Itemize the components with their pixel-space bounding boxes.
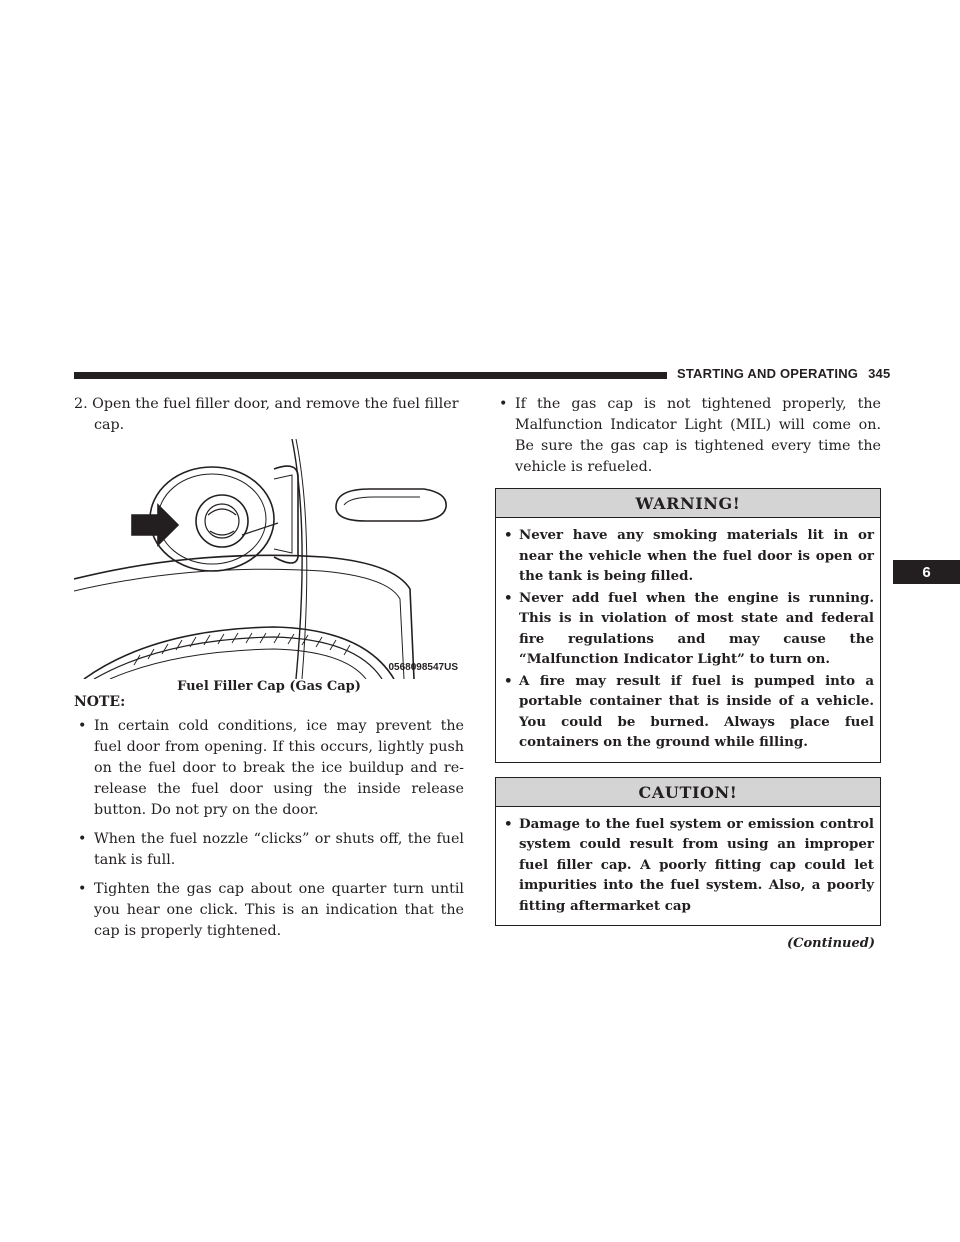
header-rule	[74, 372, 667, 379]
list-item: • Tighten the gas cap about one quarter turn until you hear one click. This is an indication that the cap is properly tightened.	[78, 881, 464, 939]
list-item: • Never add fuel when the engine is running. This is in violation of most state and federal fire regulations and may cause the “Malfunction Indicator Light” to turn on.	[504, 589, 874, 667]
page-number: 345	[868, 366, 891, 381]
caution-title: CAUTION!	[496, 778, 880, 807]
warning-box	[495, 488, 881, 763]
bullet-icon: •	[78, 881, 87, 897]
list-item: • When the fuel nozzle “clicks” or shuts off, the fuel tank is full.	[78, 831, 464, 868]
section-title: STARTING AND OPERATING	[677, 366, 859, 381]
step-2: 2. Open the fuel filler door, and remove the fuel filler cap.	[74, 396, 459, 433]
bullet-icon: •	[504, 672, 513, 689]
bullet-icon: •	[504, 815, 513, 832]
caution-box	[495, 777, 881, 927]
note-list	[74, 716, 464, 942]
bullet-icon: •	[78, 831, 87, 847]
bullet-icon: •	[499, 396, 508, 412]
list-item: • Damage to the fuel system or emission control system could result from using an improper fuel filler cap. A poorly fitting cap could let impurities into the fuel system. Also, a poorly fitting aftermarket cap	[504, 815, 874, 914]
warning-title: WARNING!	[496, 489, 880, 518]
right-column	[495, 394, 881, 951]
running-header	[677, 366, 890, 381]
chapter-tab[interactable]: 6	[893, 560, 960, 584]
fuel-filler-illustration	[74, 439, 464, 679]
figure-caption: Fuel Filler Cap (Gas Cap)	[177, 679, 361, 694]
list-item: • A fire may result if fuel is pumped into a portable container that is inside of a vehicle. You could be burned. Always place fuel containers on the ground while filling.	[504, 672, 874, 750]
list-item: • If the gas cap is not tightened properly, the Malfunction Indicator Light (MIL) will come on. Be sure the gas cap is tightened every time the vehicle is refueled.	[499, 396, 881, 475]
continued-label: (Continued)	[787, 936, 875, 951]
bullet-icon: •	[504, 589, 513, 606]
bullet-icon: •	[78, 718, 87, 734]
figure-code: 0568098547US	[388, 662, 458, 673]
list-item: • In certain cold conditions, ice may prevent the fuel door from opening. If this occurs, lightly push on the fuel door to break the ice buildup and re-release the fuel door using the inside release button. Do not pry on the door.	[78, 718, 464, 818]
note-label: NOTE:	[74, 694, 126, 710]
bullet-icon: •	[504, 527, 513, 543]
fuel-filler-figure	[74, 439, 464, 694]
list-item: • Never have any smoking materials lit in or near the vehicle when the fuel door is open or the tank is being filled.	[504, 527, 874, 584]
gas-cap-list	[495, 394, 881, 478]
left-column	[74, 394, 464, 950]
